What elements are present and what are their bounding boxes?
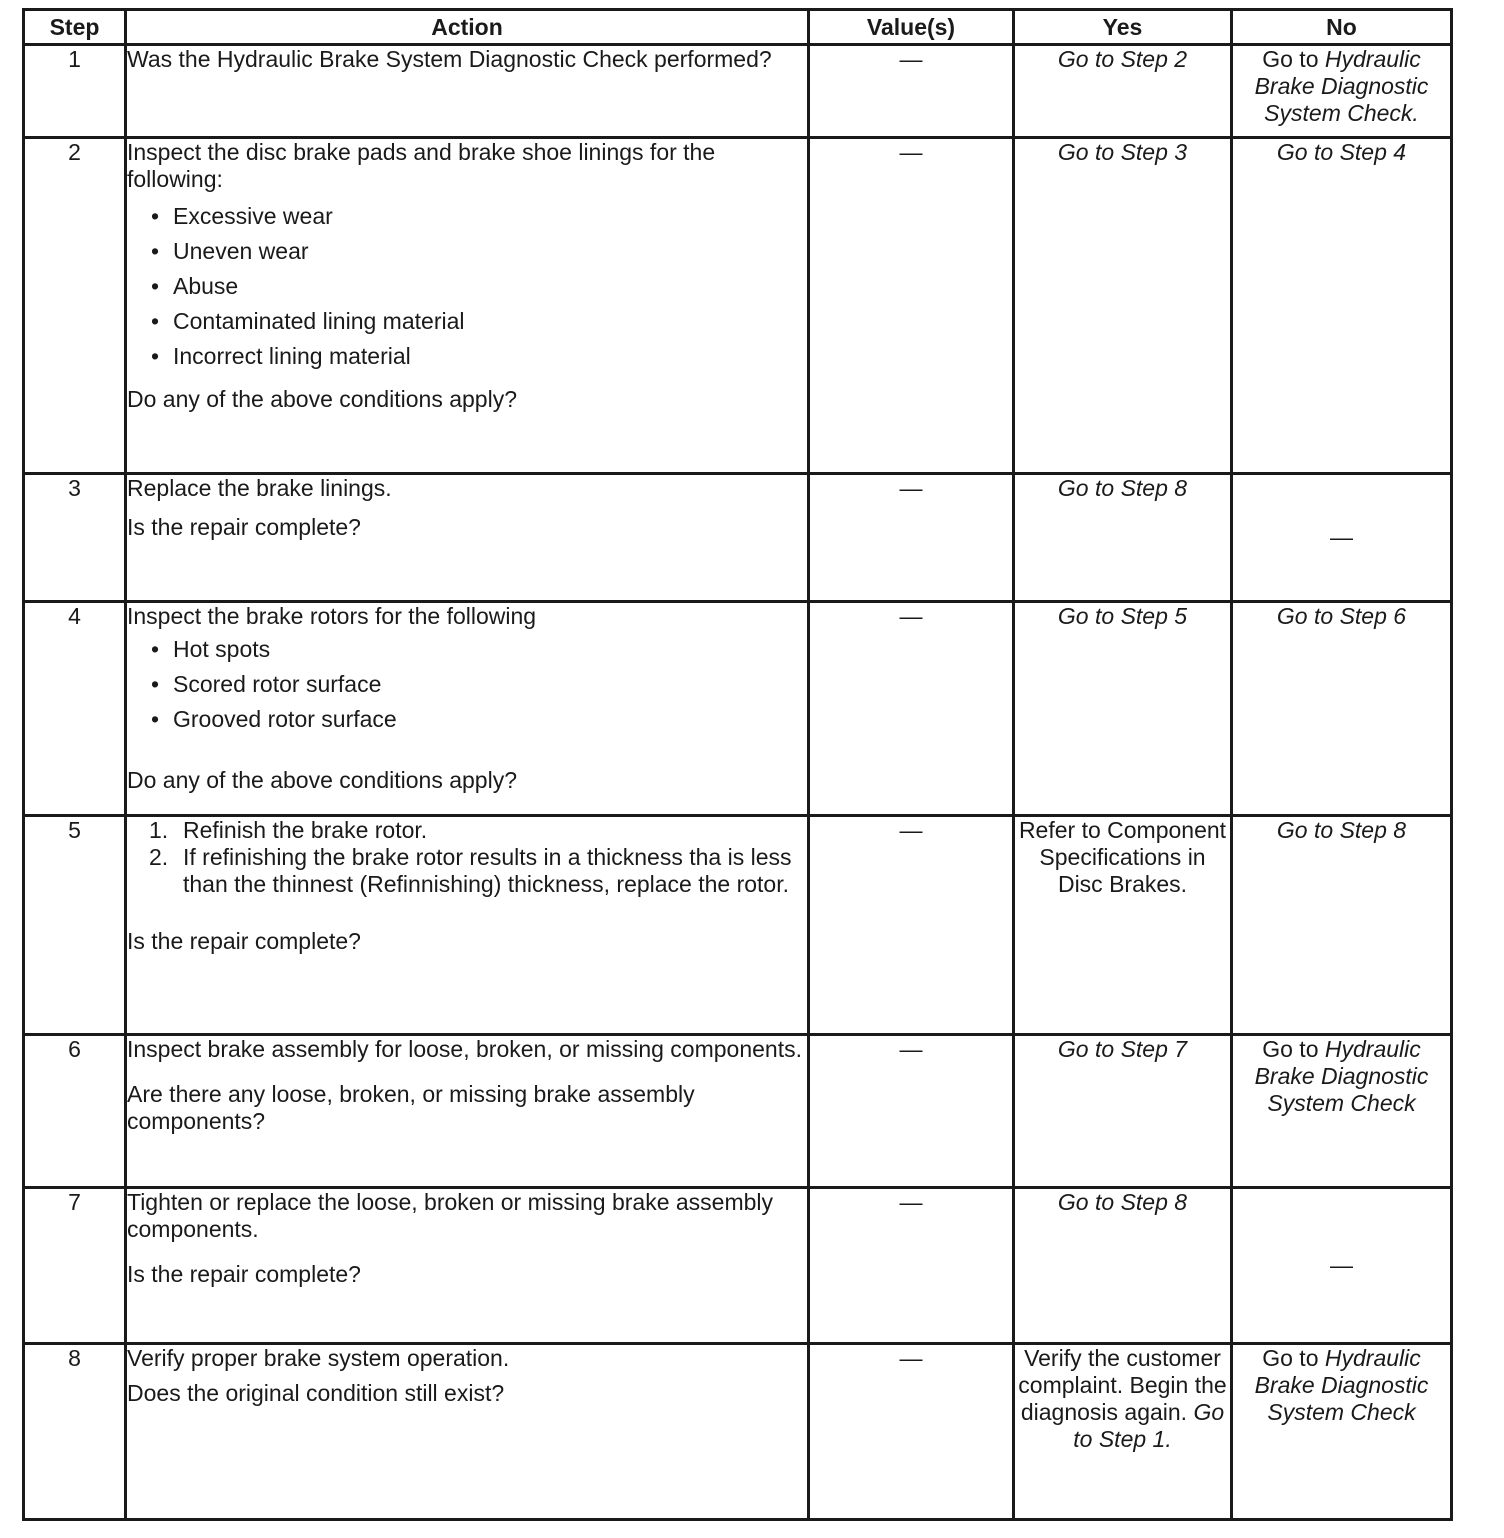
header-step: Step	[24, 10, 126, 45]
list-item: • Hot spots	[149, 632, 807, 667]
step-number: 7	[24, 1188, 126, 1344]
value-cell	[809, 138, 1014, 474]
value-dash: —	[899, 1189, 923, 1215]
action-cell	[126, 816, 809, 1035]
no-link: Hydraulic Brake Diagnostic System Check	[1254, 1345, 1429, 1425]
action-cell	[126, 602, 809, 816]
value-dash: —	[899, 1345, 923, 1371]
value-dash: —	[899, 46, 923, 72]
yes-link: Go to Step 1.	[1073, 1399, 1225, 1452]
yes-cell	[1014, 1188, 1232, 1344]
no-link: Go to Step 6	[1276, 603, 1407, 629]
bullet-icon: •	[151, 308, 160, 334]
header-row	[24, 10, 1452, 45]
no-link: Hydraulic Brake Diagnostic System Check.	[1254, 46, 1429, 126]
bullet-icon: •	[151, 273, 160, 299]
action-question: Is the repair complete?	[127, 514, 361, 540]
table-row-step-5	[24, 816, 1452, 1035]
action-cell	[126, 45, 809, 138]
no-cell	[1232, 602, 1452, 816]
step-number: 8	[24, 1344, 126, 1520]
yes-cell	[1014, 602, 1232, 816]
yes-link: Go to Step 3	[1057, 139, 1188, 165]
yes-link: Go to Step 8	[1057, 1189, 1188, 1215]
condition-list	[127, 632, 807, 737]
yes-cell	[1014, 474, 1232, 602]
step-number: 2	[24, 138, 126, 474]
list-item: • Excessive wear	[149, 199, 807, 234]
table-row-step-1	[24, 45, 1452, 138]
action-intro: Verify proper brake system operation.	[127, 1345, 510, 1371]
action-question: Do any of the above conditions apply?	[127, 386, 517, 412]
table-row-step-7	[24, 1188, 1452, 1344]
action-cell	[126, 138, 809, 474]
table-row-step-3	[24, 474, 1452, 602]
action-cell	[126, 1188, 809, 1344]
value-dash: —	[899, 603, 923, 629]
yes-cell	[1014, 1344, 1232, 1520]
action-cell	[126, 1344, 809, 1520]
action-intro: Inspect brake assembly for loose, broken, or missing components.	[127, 1036, 802, 1062]
action-question: Are there any loose, broken, or missing brake assembly components?	[127, 1081, 695, 1134]
table-row-step-2	[24, 138, 1452, 474]
action-intro: Inspect the brake rotors for the following	[127, 603, 537, 629]
bullet-icon: •	[151, 671, 160, 697]
action-cell	[126, 1035, 809, 1188]
no-link: Hydraulic Brake Diagnostic System Check	[1254, 1036, 1429, 1116]
no-dash: —	[1330, 524, 1353, 550]
list-item: • Grooved rotor surface	[149, 702, 807, 737]
no-prefix: Go to	[1262, 1036, 1325, 1062]
list-item: • Scored rotor surface	[149, 667, 807, 702]
header-action: Action	[126, 10, 809, 45]
no-cell	[1232, 816, 1452, 1035]
yes-instruction: Verify the customer complaint. Begin the diagnosis again.	[1018, 1345, 1227, 1425]
value-dash: —	[899, 139, 923, 165]
step-number: 5	[24, 816, 126, 1035]
value-cell	[809, 602, 1014, 816]
value-dash: —	[899, 817, 923, 843]
step-number: 1	[24, 45, 126, 138]
value-dash: —	[899, 475, 923, 501]
no-prefix: Go to	[1262, 1345, 1325, 1371]
header-no: No	[1232, 10, 1452, 45]
no-cell	[1232, 1344, 1452, 1520]
action-intro: Inspect the disc brake pads and brake shoe linings for the following:	[127, 139, 716, 192]
step-number: 6	[24, 1035, 126, 1188]
action-cell	[126, 474, 809, 602]
action-question: Is the repair complete?	[127, 1261, 361, 1287]
no-cell	[1232, 1035, 1452, 1188]
bullet-icon: •	[151, 706, 160, 732]
no-prefix: Go to	[1262, 46, 1325, 72]
yes-cell	[1014, 816, 1232, 1035]
condition-list	[127, 199, 807, 374]
no-cell	[1232, 45, 1452, 138]
bullet-icon: •	[151, 238, 160, 264]
no-dash: —	[1330, 1252, 1353, 1278]
action-intro: Tighten or replace the loose, broken or missing brake assembly components.	[127, 1189, 774, 1242]
yes-reference: Refer to Component Specifications in Disc Brakes.	[1018, 817, 1227, 897]
value-cell	[809, 1188, 1014, 1344]
header-yes: Yes	[1014, 10, 1232, 45]
value-cell	[809, 816, 1014, 1035]
list-item: • Uneven wear	[149, 234, 807, 269]
bullet-icon: •	[151, 343, 160, 369]
step-number: 3	[24, 474, 126, 602]
table-row-step-6	[24, 1035, 1452, 1188]
step-number: 4	[24, 602, 126, 816]
diagnostic-table	[22, 8, 1453, 1521]
no-link: Go to Step 4	[1276, 139, 1407, 165]
bullet-icon: •	[151, 203, 160, 229]
yes-cell	[1014, 45, 1232, 138]
bullet-icon: •	[151, 636, 160, 662]
table-row-step-8	[24, 1344, 1452, 1520]
list-item: 2. If refinishing the brake rotor results in a thickness tha is less than the thinnest (Refinnishing) thickness, replace the rotor.	[149, 844, 792, 897]
yes-link: Go to Step 2	[1057, 46, 1188, 72]
action-question: Is the repair complete?	[127, 928, 361, 954]
yes-cell	[1014, 138, 1232, 474]
no-cell	[1232, 474, 1452, 602]
yes-link: Go to Step 8	[1057, 475, 1188, 501]
action-question: Do any of the above conditions apply?	[127, 767, 517, 793]
value-dash: —	[899, 1036, 923, 1062]
action-question: Does the original condition still exist?	[127, 1380, 505, 1406]
value-cell	[809, 1344, 1014, 1520]
table-row-step-4	[24, 602, 1452, 816]
yes-link: Go to Step 5	[1057, 603, 1188, 629]
header-values: Value(s)	[809, 10, 1014, 45]
value-cell	[809, 45, 1014, 138]
action-text: Was the Hydraulic Brake System Diagnostic Check performed?	[127, 46, 772, 72]
no-link: Go to Step 8	[1276, 817, 1407, 843]
list-item: • Contaminated lining material	[149, 304, 807, 339]
list-item: • Abuse	[149, 269, 807, 304]
numbered-list	[127, 817, 807, 898]
list-item: • Incorrect lining material	[149, 339, 807, 374]
no-cell	[1232, 138, 1452, 474]
value-cell	[809, 1035, 1014, 1188]
yes-link: Go to Step 7	[1057, 1036, 1188, 1062]
no-cell	[1232, 1188, 1452, 1344]
value-cell	[809, 474, 1014, 602]
action-intro: Replace the brake linings.	[127, 475, 392, 501]
list-item: 1. Refinish the brake rotor.	[149, 817, 428, 843]
yes-cell	[1014, 1035, 1232, 1188]
